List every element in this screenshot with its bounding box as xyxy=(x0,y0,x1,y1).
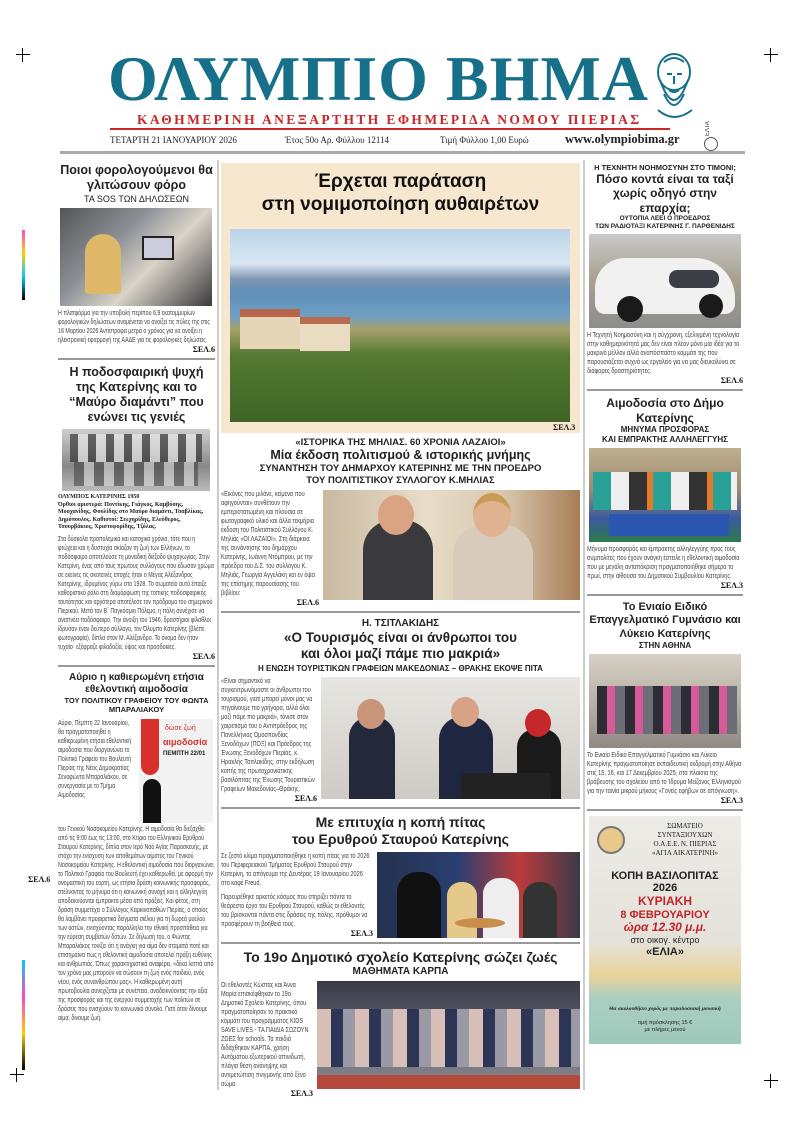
divider xyxy=(587,389,743,391)
poster-org: «ΑΓΙΑ ΑΙΚΑΤΕΡΙΝΗ» xyxy=(651,848,719,857)
seal-icon xyxy=(704,137,718,151)
article-red-cross xyxy=(221,814,580,848)
poster-org: ΣΩΜΑΤΕΙΟ xyxy=(667,821,703,830)
divider xyxy=(221,611,580,613)
crop-mark xyxy=(10,1068,24,1082)
poster-date: 8 ΦΕΒΡΟΥΑΡΙΟΥ xyxy=(620,908,710,921)
page-ref[interactable]: ΣΕΛ.6 xyxy=(296,598,319,608)
article-taxi xyxy=(587,163,743,231)
union-logo xyxy=(597,826,625,854)
poster-menu: με πλήρες μενού xyxy=(644,1026,686,1033)
divider xyxy=(221,942,580,944)
divider xyxy=(587,809,743,811)
issue-date: ΤΕΤΑΡΤΗ 21 ΙΑΝΟΥΑΡΙΟΥ 2026 xyxy=(110,135,237,145)
divider xyxy=(587,594,743,596)
article-milia xyxy=(221,437,580,486)
masthead-divider xyxy=(110,128,670,130)
subheadline: ΤΑ SOS ΤΩΝ ΔΗΛΩΣΕΩΝ xyxy=(84,194,189,204)
headline-1[interactable]: «Ο Τουρισμός είναι οι άνθρωποι του xyxy=(284,630,517,646)
kicker: Η. ΤΣΙΤΛΑΚΙΔΗΣ xyxy=(361,618,440,630)
article-text-side: Αύριο, Πέμπτη 22 Ιανουαρίου, θα πραγματοποιηθεί η καθιερωμένη ετήσια εθελοντική αιμοδοσία που διοργανώνει το Πολιτικό Γραφείο του Βουλευτή Πιερίας της Νέας Δημοκρατίας Σενοφώντα Μπαραλιάκου, σε συνεργασία με το Τμήμα Αιμοδοσίας xyxy=(58,719,132,799)
headline[interactable]: Το 19ο Δημοτικό σχολείο Κατερίνης σώζει ζωές xyxy=(243,948,558,965)
crop-mark xyxy=(764,48,778,62)
masthead-tagline: ΚΑΘΗΜΕΡΙΝΗ ΑΝΕΞΑΡΤΗΤΗ ΕΦΗΜΕΡΙΔΑ ΝΟΜΟΥ ΠΙΕΡΙΑΣ xyxy=(137,112,642,127)
column-divider xyxy=(217,160,219,1090)
page-ref[interactable]: ΣΕΛ.6 xyxy=(192,651,215,661)
photo-caption xyxy=(58,494,215,532)
article-blood-municipality xyxy=(587,396,743,445)
page-ref[interactable]: ΣΕΛ.6 xyxy=(294,794,317,804)
page-ref[interactable]: ΣΕΛ.3 xyxy=(720,581,743,591)
masthead-bottom-rule xyxy=(60,151,745,154)
page-ref[interactable]: ΣΕΛ.6 xyxy=(28,875,51,884)
headline[interactable]: Μία έκδοση πολιτισμού & ιστορικής μνήμης xyxy=(270,448,531,463)
article-text xyxy=(221,852,373,929)
photo-mayor-meeting xyxy=(323,490,580,600)
photo-tax-office xyxy=(60,208,212,306)
poster-org: ΣΥΝΤΑΞΙΟΥΧΩΝ xyxy=(657,830,713,839)
lead-headline-1[interactable]: Έρχεται παράταση xyxy=(314,171,487,192)
photo-tourism-event xyxy=(321,677,580,799)
article-tax xyxy=(58,163,215,205)
subheadline: ΤΟΥ ΠΟΛΙΤΙΚΟΥ ΓΡΑΦΕΙΟΥ ΤΟΥ ΦΩΝΤΑ ΜΠΑΡΑΛΙΑΚΟΥ xyxy=(64,695,209,715)
article-blood-drive xyxy=(58,672,215,715)
subheadline-2: ΤΟΥ ΠΟΛΙΤΙΣΤΙΚΟΥ ΣΥΛΛΟΓΟΥ Κ.ΜΗΛΙΑΣ xyxy=(306,474,495,486)
issue-number: Έτος 50ο Αρ. Φύλλου 12114 xyxy=(285,135,390,145)
subheadline-1: ΟΥΤΟΠΙΑ ΛΕΕΙ Ο ΠΡΟΕΔΡΟΣ xyxy=(619,215,711,223)
color-bar xyxy=(22,230,25,300)
center-column xyxy=(221,437,580,1099)
poster-venue: «ΕΛΙΑ» xyxy=(646,945,684,958)
elta-badge: ΕΛΤΑ xyxy=(705,121,711,136)
photo-robotaxi xyxy=(589,234,741,328)
photo-landscape xyxy=(230,229,570,422)
article-text: Το Ενιαίο Ειδικό Επαγγελματικό Γυμνάσιο και Λύκειο Κατερίνης πραγματοποίησε εκπαιδευτική εκδρομή στην Αθήνα στις 15, 16, και 17 Δεκεμβρίου 2025, στα πλαίσια της βράβευσης του σχολείου από το Ίδρυμα Μείζονος Ελληνισμού για την ταινία μικρού μήκους «Γονείς εφήβων σε απόγνωση». xyxy=(587,751,742,795)
page-ref[interactable]: ΣΕΛ.3 xyxy=(720,795,743,805)
page-ref[interactable]: ΣΕΛ.6 xyxy=(720,376,743,386)
headline[interactable]: Το Ενιαίο Ειδικό Επαγγελματικό Γυμνάσιο και Λύκειο Κατερίνης xyxy=(589,601,741,640)
column-divider xyxy=(583,160,585,1090)
article-text: του Γενικού Νοσοκομείου Κατερίνης. Η αιμοδοσία θα διεξαχθεί από τις 9:00 έως τις 13:00, στο Κτίριο του Ελληνικού Ερυθρού Σταυρού Κατερίνης, δίπλα στον Ιερό Ναό Αγίας Παρασκευής, με στόχο την ενίσχυση των αποθεμάτων αίματος του Γενικού Νοσοκομείου Κατερίνης. Η εθελοντική αιμοδοσία που διοργανώνει το Πολιτικό Γραφείο του Βουλευτή έχει καθιερωθεί, με αφορμή την ονομαστική του εορτή, ως ετήσια δράση κοινωνικής προσφοράς, στέλνοντας το μήνυμα ότι η κοινωνική συνοχή και η αλληλεγγύη αποδεικνύονται έμπρακτα μέσα από πράξεις. Και φέτος, στη δράση συμμετέχει ο Σύλλογος Καρκινοπαθών Πιερίας, ο οποίος θα λαμβάνει προαιρετικά δείγματα σιέλου για τη δωρεά μυελού των οστών, ενισχύοντας παράλληλα την εθνική προσπάθεια για την εύρεση συμβατών δοτών. Σε δήλωσή του, ο Φώντας Μπαραλιάκος τονίζει ότι η ανάγκη για αίμα δεν σταματά ποτέ και επισημαίνει πως η εθελοντική αιμοδοσία αποτελεί πράξη ευθύνης και ανθρωπιάς. Όπως χαρακτηριστικά αναφέρει, «δέκα λεπτά από τον χρόνο μας μπορούν να σώσουν τη ζωή ενός παιδιού, ενός νέου, ενός συνανθρώπου μας». Η καθιερωμένη αυτή πρωτοβουλία συνεχίζεται με συνέπεια, αναδεικνύοντας την αξία της προσφοράς και της ενεργού συμμετοχής των πολιτών σε δράσεις που ενισχύουν το κοινωνικό σύνολο. Γιατί όταν δίνουμε αίμα, δίνουμε ζωή. xyxy=(58,825,214,1022)
article-special-school xyxy=(587,601,743,651)
headline[interactable]: Πόσο κοντά είναι τα ταξί χωρίς οδηγό στην επαρχία; xyxy=(596,172,734,215)
poster-tagline: δώσε ζωή xyxy=(165,724,196,732)
headline[interactable]: Αιμοδοσία στο Δήμο Κατερίνης xyxy=(606,396,724,425)
right-column xyxy=(587,163,743,1044)
color-bar xyxy=(22,960,25,1070)
poster-day: ΚΥΡΙΑΚΗ xyxy=(637,894,692,909)
headline-2[interactable]: του Ερυθρού Σταυρού Κατερίνης xyxy=(292,830,509,847)
poster-title: αιμοδοσία xyxy=(163,736,208,747)
masthead-title: ΟΛΥΜΠΙΟ ΒΗΜΑ xyxy=(108,43,649,114)
poster-org: Ο.Α.Ε.Ε. Ν. ΠΙΕΡΙΑΣ xyxy=(653,839,717,848)
article-text: Η πλατφόρμα για την υποβολή περίπου 6,9 εκατομμυρίων φορολογικών δηλώσεων αναμένεται να ανοίξει τις πύλες της στις 16 Μαρτίου 2026 Αντίστροφα μετρά ο χρόνος για να ανοίξει η ηλεκτρονική εφαρμογή της ΑΑΔΕ για τις φορολογικές δηλώσεις. xyxy=(58,310,210,345)
article-text: Μήνυμα προσφοράς και έμπρακτης αλληλεγγύης προς τους συμπολίτες που έχουν ανάγκη έστειλε η εθελοντική αιμοδοσία που με μεγάλη ανταπόκριση πραγματοποιήθηκε σήμερα το πρωί, στην αίθουσα του Δημοτικού Συμβουλίου Κατερίνης. xyxy=(587,546,740,581)
paragraph: Σε ζεστό κλίμα πραγματοποιήθηκε η κοπή πίτας για το 2026 του Περιφερειακού Τμήματος Ερυθρού Σταυρού στην Κατερίνη, το απόγευμα της Δευτέρας 19 Ιανουαρίου 2026 στο καφέ Freud. xyxy=(221,852,370,887)
article-text: Οι εθελοντές Κώστας και Άννα Μαρία επισκέφθηκαν το 19ο Δημοτικό Σχολείο Κατερίνης, όπου πραγματοποίησαν το πρακτικό κομμάτι του προγράμματος KIDS SAVE LIVES - ΤΑ ΠΑΙΔΙΑ ΣΩΖΟΥΝ ΖΩΕΣ for schools. Τα παιδιά διδάχθηκαν ΚΑΡΠΑ, χρήση Αυτόματου εξωτερικού απινιδωτή, πλάγια θέση ανάνηψης και αντιμετώπιση πνιγμονής από ξένο σώμα. xyxy=(221,981,309,1088)
headline-1[interactable]: Με επιτυχία η κοπή πίτας xyxy=(315,814,486,831)
left-column xyxy=(58,163,215,1023)
photo-students xyxy=(317,981,580,1089)
poster-year: 2026 xyxy=(652,882,678,895)
page-ref[interactable]: ΣΕΛ.3 xyxy=(553,423,576,432)
kicker: «ΙΣΤΟΡΙΚΑ ΤΗΣ ΜΗΛΙΑΣ. 60 ΧΡΟΝΙΑ ΛΑΖΑΙΟΙ» xyxy=(295,437,506,448)
divider xyxy=(58,358,215,360)
poster-vasilopita xyxy=(589,816,741,1044)
paragraph: Παρευρέθηκε αρκετός κόσμος που στηρίζει πάντα το θεάρεστο έργο του Ερυθρού Σταυρού, καθώς οι εθελοντές του βρίσκονται πάντα στις δράσεις της πόλης, πρόθυμοι να προσφέρουν τη βοήθειά τους. xyxy=(221,893,368,928)
crop-mark xyxy=(16,48,30,62)
subheadline-1: ΣΥΝΑΝΤΗΣΗ ΤΟΥ ΔΗΜΑΡΧΟΥ ΚΑΤΕΡΙΝΗΣ ΜΕ ΤΗΝ ΠΡΟΕΔΡΟ xyxy=(259,463,542,475)
subheadline-2: ΤΩΝ ΡΑΔΙΟΤΑΞΙ ΚΑΤΕΡΙΝΗΣ Γ. ΠΑΡΘΕΝΙΔΗΣ xyxy=(595,223,735,231)
photo-pita-cutting xyxy=(377,852,580,938)
photo-students-athens xyxy=(589,654,741,748)
subheadline: ΣΤΗΝ ΑΘΗΝΑ xyxy=(638,640,692,650)
subheadline: Η ΕΝΩΣΗ ΤΟΥΡΙΣΤΙΚΩΝ ΓΡΑΦΕΙΩΝ ΜΑΚΕΔΟΝΙΑΣ – ΘΡΑΚΗΣ ΕΚΟΨΕ ΠΙΤΑ xyxy=(258,663,543,673)
article-text: «Εικόνες που μιλάνε, κείμενα που αφηγούνται» συνθέτουν την εμπεριστατωμένη και πλούσια σε φωτογραφικό υλικό και άλλα τεκμήρια έκδοση του Πολιτιστικού Συλλόγου Κ. Μηλιάς «ΟΙ ΛΑΖΑΙΟΙ». Στη διάρκεια της συνάντησης του δημάρχου Κατερίνης, Ιωάννη Ντόμπρου, με την πρόεδρο του Δ.Σ. του συλλόγου Κ. Μηλιάς, Γεωργία Αγγελάκη και εν όψει της επίσημης παρουσίασης του βιβλίου: xyxy=(221,491,316,598)
headline-2[interactable]: και όλοι μαζί πάμε πιο μακριά» xyxy=(300,646,501,662)
page-ref[interactable]: ΣΕΛ.3 xyxy=(290,1088,313,1098)
page-ref[interactable]: ΣΕΛ.3 xyxy=(350,928,373,938)
poster-venue-label: στο οικογ. κέντρο xyxy=(630,935,700,946)
zeus-logo xyxy=(650,50,698,122)
article-text: Η Τεχνητή Νοημοσύνη και η σύγχρονη, εξελιγμένη τεχνολογία στην καθημερινότητά μας δεν είναι πλέον μόνο μία ιδέα για το μακρινό μέλλον αλλά αναπόσπαστο κομμάτι της που παρουσιάζεται συχνά ως εργαλείο για να μας διευκολύνει σε διάφορες δραστηριότητες. xyxy=(587,332,740,376)
headline[interactable]: Αύριο η καθιερωμένη ετήσια εθελοντική αιμοδοσία xyxy=(69,671,204,695)
subheadline: ΜΑΘΗΜΑΤΑ ΚΑΡΠΑ xyxy=(352,965,449,977)
article-school-cpr xyxy=(221,949,580,978)
kicker: Η ΤΕΧΝΗΤΗ ΝΟΗΜΟΣΥΝΗ ΣΤΟ ΤΙΜΟΝΙ; xyxy=(594,163,736,172)
caption-text: Όρθιοι αριστερά: Ποντίκης, Γιάγκος, Καμβύσης, Μοσχανίδης, Φουλίδης στο Μαύρο διαμάντι, Τσαβλίκας, Δημόπουλος. Καθιστοί: Στεχηρίδης, Ελεύθερος, Τσουρβάκιος, Χριστοφορίδης, Τζόλας. xyxy=(58,501,204,531)
issue-price: Τιμή Φύλλου 1,00 Ευρώ xyxy=(440,135,529,145)
divider xyxy=(58,665,215,667)
poster-price: τιμή πρόσκλησης 15 € xyxy=(637,1019,693,1026)
poster-time: ώρα 12.30 μ.μ. xyxy=(623,920,707,935)
photo-football-team xyxy=(62,429,210,491)
poster-date: ΠΕΜΠΤΗ 22/01 xyxy=(163,750,206,757)
page-ref[interactable]: ΣΕΛ.6 xyxy=(192,345,215,355)
article-tourism xyxy=(221,618,580,673)
poster-blood-donation xyxy=(139,719,213,823)
lead-headline-2[interactable]: στη νομιμοποίηση αυθαιρέτων xyxy=(261,193,540,215)
photo-blood-donation-team xyxy=(589,448,741,542)
website-link[interactable]: www.olympiobima.gr xyxy=(565,132,680,146)
poster-note: Θα ακολουθήσει χορός με παραδοσιακή μουσική xyxy=(609,1005,721,1012)
article-text: «Είναι σημαντικό να συγκεντρωνόμαστε οι άνθρωποι του τουρισμού, γιατί μπορεί μόνοι μας να πηγαίνουμε πιο γρήγορα, αλλά όλοι μαζί πάμε πιο μακριά», τόνισε στον χαιρετισμό του ο Αντιπρόεδρος της Πανελλήνιας Ομοσπονδίας Ξενοδόχων (ΠΟΞ) και Πρόεδρος της Ένωσης Ξενοδόχων Πιερίας, κ. Ηρακλής Τσιτλακίδης, στην εκδήλωση κοπής της πρωτοχρονιάτικης βασιλόπιτας της Ένωσης Τουριστικών Γραφείων Μακεδονίας–Θράκης. xyxy=(221,678,315,794)
subheadline-2: ΚΑΙ ΕΜΠΡΑΚΤΗΣ ΑΛΛΗΛΕΓΓΥΗΣ xyxy=(602,435,728,445)
crop-mark xyxy=(764,1074,778,1088)
subheadline-1: ΜΗΝΥΜΑ ΠΡΟΣΦΟΡΑΣ xyxy=(620,425,710,435)
divider xyxy=(221,807,580,809)
headline[interactable]: Ποιοι φορολογούμενοι θα γλιτώσουν φόρο xyxy=(60,163,213,192)
poster-event: ΚΟΠΗ ΒΑΣΙΛΟΠΙΤΑΣ xyxy=(611,869,719,882)
caption-title: ΟΛΥΜΠΟΣ ΚΑΤΕΡΙΝΗΣ 1950 xyxy=(58,494,140,501)
article-text: Στα δύσκολα προπολεμικά και κατοχικά χρόνια, τότε που η φτώχεια και η δυστυχία σκίαζαν τη ζωή των Ελλήνων, το ποδόσφαιρο αποτελούσε τη μοναδική διέξοδο ψυχαγωγίας. Στην Κατερίνη, ένας από τους πρώτους συλλόγους που έδωσαν χρώμα σε εκείνες τις σκοτεινές εποχές ήταν ο Μέγας Αλέξανδρος Κατερίνης, ιδρυμένος γύρω στο 1928. Το σωματείο αυτό έπαιξε καθοριστικό ρόλο στη διαμόρφωση της τοπικής ποδοσφαιρικής ταυτότητας και αργότερα αποτέλεσε τον πρόδρομο του σημερινού Πιερικού. Μετά τον Β΄ Παγκόσμιο Πόλεμο, η πόλη συνέχισε να αναπνέει ποδόσφαιρο. Την άνοιξη του 1946, δραστήριοι φίλαθλοι ίδρυσαν έναν δεύτερο σύλλογο, τον Όλυμπο Κατερίνης (βλέπε φωτογραφία), δίπλα στον Μ. Αλέξανδρο. Το όνομα δεν ήταν τυχαίο· εξέφραζε φιλοδοξία, ύψος και προσδοκίες. xyxy=(58,535,214,651)
headline[interactable]: Η ποδοσφαιρική ψυχή της Κατερίνης και το “Μαύρο διαμάντι” που ενώνει τις γενιές xyxy=(69,365,204,425)
article-football xyxy=(58,365,215,425)
